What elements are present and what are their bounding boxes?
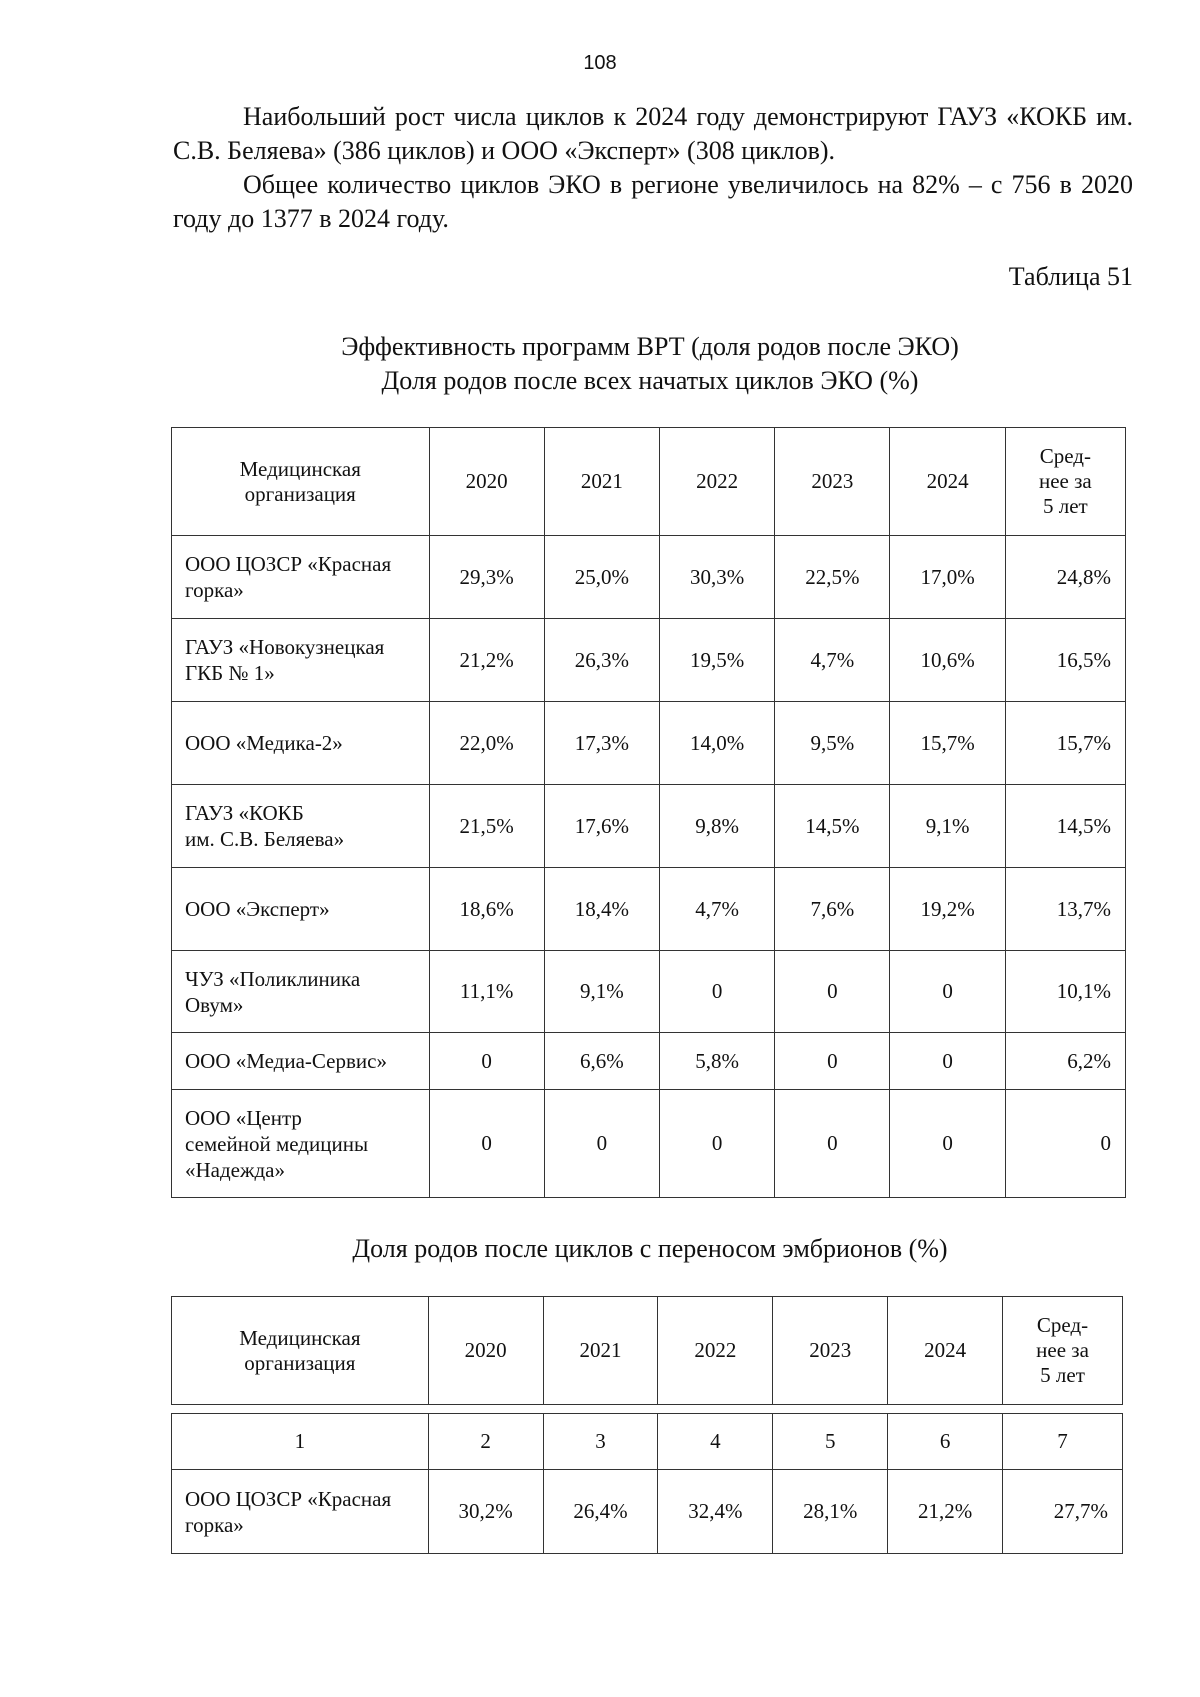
org-cell <box>172 702 430 785</box>
header-year-cell: 2020 <box>429 428 544 536</box>
header-avg-cell <box>1005 428 1125 536</box>
value-cell: 17,6% <box>544 785 659 868</box>
header-year-cell: 2024 <box>890 428 1005 536</box>
org-name: семейной медицины <box>185 1131 369 1156</box>
header-org-cell <box>172 1297 429 1405</box>
value-cell: 17,3% <box>544 702 659 785</box>
value-cell: 0 <box>660 1090 775 1198</box>
value-cell: 18,6% <box>429 868 544 951</box>
table-row <box>172 785 1126 868</box>
intro-paragraph-2: Общее количество циклов ЭКО в регионе увеличилось на 82% – с 756 в 2020 году до 1377 в 2024 году. <box>173 170 1133 233</box>
numbering-cell: 3 <box>543 1414 658 1470</box>
org-name: ООО «Центр <box>185 1105 302 1130</box>
average-cell: 6,2% <box>1005 1033 1125 1090</box>
org-name: им. С.В. Беляева» <box>185 827 345 851</box>
embryo-transfer-table <box>171 1413 1123 1554</box>
org-name: «Надежда» <box>185 1157 286 1182</box>
value-cell: 15,7% <box>890 702 1005 785</box>
org-cell <box>172 1033 430 1090</box>
org-name: горка» <box>185 1512 244 1537</box>
value-cell: 29,3% <box>429 536 544 619</box>
page-number: 108 <box>583 52 617 74</box>
org-cell <box>172 951 430 1033</box>
average-cell: 16,5% <box>1005 619 1125 702</box>
value-cell: 19,5% <box>660 619 775 702</box>
header-avg-cell <box>1003 1297 1123 1405</box>
births-all-cycles-table <box>171 427 1126 1198</box>
value-cell: 7,6% <box>775 868 890 951</box>
value-cell: 9,1% <box>890 785 1005 868</box>
table-label: Таблица 51 <box>1008 262 1133 291</box>
header-avg-text: нее за <box>1036 1338 1089 1362</box>
table-row <box>172 536 1126 619</box>
org-name: ООО ЦОЗСР «Красная <box>185 1486 392 1511</box>
numbering-row <box>172 1414 1123 1470</box>
value-cell: 0 <box>890 951 1005 1033</box>
value-cell: 0 <box>660 951 775 1033</box>
value-cell: 0 <box>429 1090 544 1198</box>
numbering-cell: 5 <box>773 1414 888 1470</box>
header-avg-text: 5 лет <box>1040 1363 1085 1387</box>
value-cell: 21,2% <box>429 619 544 702</box>
value-cell: 0 <box>775 951 890 1033</box>
table-row <box>172 619 1126 702</box>
org-name: ООО ЦОЗСР «Красная <box>185 552 392 576</box>
header-org-text: Медицинская <box>239 456 361 481</box>
header-avg-text: 5 лет <box>1042 494 1088 518</box>
value-cell: 0 <box>775 1090 890 1198</box>
org-name: ООО «Медиа-Сервис» <box>185 1049 387 1073</box>
header-year-cell: 2023 <box>773 1297 888 1405</box>
org-cell <box>172 1470 429 1554</box>
org-name: Овум» <box>185 992 244 1017</box>
value-cell: 25,0% <box>544 536 659 619</box>
embryo-transfer-table-header <box>171 1296 1123 1405</box>
org-name: ООО «Эксперт» <box>185 897 330 921</box>
value-cell: 10,6% <box>890 619 1005 702</box>
average-cell: 10,1% <box>1005 951 1125 1033</box>
header-row <box>172 1297 1123 1405</box>
header-year-cell: 2021 <box>544 428 659 536</box>
value-cell: 0 <box>775 1033 890 1090</box>
header-year-cell: 2023 <box>775 428 890 536</box>
org-name: ГКБ № 1» <box>185 661 275 685</box>
org-name: ГАУЗ «КОКБ <box>185 801 304 825</box>
header-avg-text: Сред- <box>1036 1313 1089 1337</box>
value-cell: 11,1% <box>429 951 544 1033</box>
header-org-text: организация <box>244 1350 356 1375</box>
table-row <box>172 1033 1126 1090</box>
numbering-cell: 6 <box>888 1414 1003 1470</box>
value-cell: 22,0% <box>429 702 544 785</box>
numbering-cell: 1 <box>172 1414 429 1470</box>
org-cell <box>172 536 430 619</box>
header-year-cell: 2021 <box>543 1297 658 1405</box>
org-name: ЧУЗ «Поликлиника <box>185 966 361 991</box>
value-cell: 6,6% <box>544 1033 659 1090</box>
value-cell: 26,3% <box>544 619 659 702</box>
value-cell: 28,1% <box>773 1470 888 1554</box>
value-cell: 14,5% <box>775 785 890 868</box>
average-cell: 0 <box>1005 1090 1125 1198</box>
org-name: ООО «Медика-2» <box>185 731 343 755</box>
value-cell: 17,0% <box>890 536 1005 619</box>
table-title <box>0 330 1200 398</box>
table-2-title: Доля родов после циклов с переносом эмбрионов (%) <box>352 1234 948 1263</box>
header-avg-text: Сред- <box>1039 444 1091 468</box>
value-cell: 21,2% <box>888 1470 1003 1554</box>
value-cell: 0 <box>890 1090 1005 1198</box>
average-cell: 15,7% <box>1005 702 1125 785</box>
average-cell: 27,7% <box>1003 1470 1123 1554</box>
value-cell: 4,7% <box>660 868 775 951</box>
table-title-line-2: Доля родов после всех начатых циклов ЭКО (%) <box>381 366 919 395</box>
header-row <box>172 428 1126 536</box>
header-org-cell <box>172 428 430 536</box>
header-year-cell: 2022 <box>658 1297 773 1405</box>
header-year-cell: 2020 <box>428 1297 543 1405</box>
intro-paragraph-1: Наибольший рост числа циклов к 2024 году демонстрируют ГАУЗ «КОКБ им. С.В. Беляева» (386 циклов) и ООО «Эксперт» (308 циклов). <box>173 102 1133 165</box>
value-cell: 9,5% <box>775 702 890 785</box>
table-row <box>172 702 1126 785</box>
intro-text <box>173 100 1133 236</box>
table-row <box>172 868 1126 951</box>
org-name: ГАУЗ «Новокузнецкая <box>185 635 385 659</box>
header-avg-text: нее за <box>1038 469 1092 493</box>
table-row <box>172 951 1126 1033</box>
average-cell: 24,8% <box>1005 536 1125 619</box>
value-cell: 0 <box>544 1090 659 1198</box>
average-cell: 14,5% <box>1005 785 1125 868</box>
table-row <box>172 1090 1126 1198</box>
org-name: горка» <box>185 578 244 602</box>
value-cell: 9,8% <box>660 785 775 868</box>
numbering-cell: 7 <box>1003 1414 1123 1470</box>
value-cell: 19,2% <box>890 868 1005 951</box>
value-cell: 18,4% <box>544 868 659 951</box>
value-cell: 32,4% <box>658 1470 773 1554</box>
value-cell: 0 <box>890 1033 1005 1090</box>
value-cell: 22,5% <box>775 536 890 619</box>
value-cell: 21,5% <box>429 785 544 868</box>
value-cell: 30,2% <box>428 1470 543 1554</box>
header-org-text: Медицинская <box>239 1325 361 1350</box>
value-cell: 26,4% <box>543 1470 658 1554</box>
average-cell: 13,7% <box>1005 868 1125 951</box>
value-cell: 0 <box>429 1033 544 1090</box>
org-cell <box>172 785 430 868</box>
table-title-line-1: Эффективность программ ВРТ (доля родов после ЭКО) <box>341 332 959 361</box>
value-cell: 4,7% <box>775 619 890 702</box>
value-cell: 9,1% <box>544 951 659 1033</box>
value-cell: 14,0% <box>660 702 775 785</box>
table-row <box>172 1470 1123 1554</box>
org-cell <box>172 868 430 951</box>
org-cell <box>172 1090 430 1198</box>
header-year-cell: 2022 <box>660 428 775 536</box>
numbering-cell: 4 <box>658 1414 773 1470</box>
value-cell: 30,3% <box>660 536 775 619</box>
value-cell: 5,8% <box>660 1033 775 1090</box>
header-org-text: организация <box>244 481 356 506</box>
header-year-cell: 2024 <box>888 1297 1003 1405</box>
org-cell <box>172 619 430 702</box>
numbering-cell: 2 <box>428 1414 543 1470</box>
